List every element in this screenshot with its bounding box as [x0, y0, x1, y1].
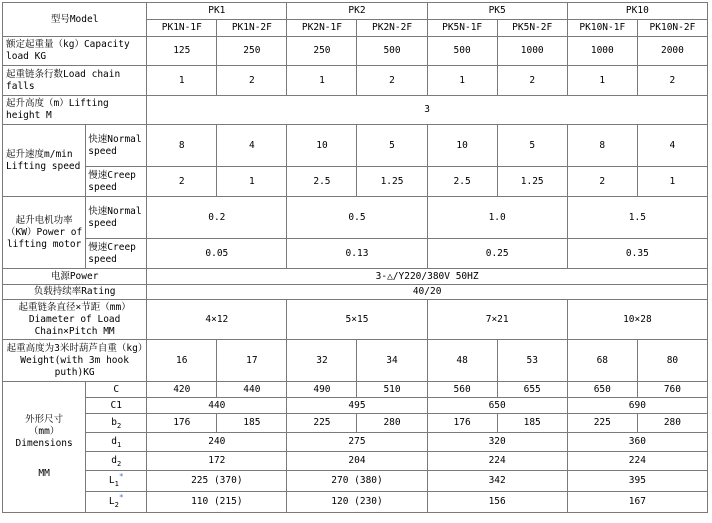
model-cell: PK2N-2F — [357, 20, 427, 37]
dim-name-letter: L — [108, 475, 115, 486]
chain-falls-cell: 1 — [427, 66, 497, 96]
dim-cell: 395 — [567, 471, 707, 492]
weight-cell: 32 — [287, 340, 357, 382]
dim-cell: 690 — [567, 398, 707, 414]
chain-diameter-cell: 10×28 — [567, 300, 707, 340]
dim-c1-row — [3, 398, 708, 414]
chain-falls-cell: 2 — [357, 66, 427, 96]
dim-cell: 342 — [427, 471, 567, 492]
dim-name — [86, 452, 147, 471]
capacity-label: 额定起重量（kg）Capacity load KG — [3, 37, 147, 66]
capacity-cell: 250 — [287, 37, 357, 66]
dim-b2-row — [3, 414, 708, 433]
dim-cell: 224 — [427, 452, 567, 471]
header-group-row — [3, 3, 708, 20]
chain-diameter-cell: 7×21 — [427, 300, 567, 340]
dim-cell: 176 — [427, 414, 497, 433]
model-cell: PK5N-1F — [427, 20, 497, 37]
speed-cell: 1 — [217, 167, 287, 197]
power-cell: 1.5 — [567, 197, 707, 239]
spec-table — [2, 2, 708, 513]
weight-cell: 53 — [497, 340, 567, 382]
dim-cell: 420 — [147, 382, 217, 398]
dim-l1-row — [3, 471, 708, 492]
dim-name-letter: L — [108, 496, 115, 507]
rating-value: 40/20 — [147, 285, 708, 300]
dim-cell: 110 (215) — [147, 492, 287, 513]
chain-falls-label: 起重链条行数Load chain falls — [3, 66, 147, 96]
power-cell: 0.25 — [427, 239, 567, 269]
group-pk1: PK1 — [147, 3, 287, 20]
weight-cell: 68 — [567, 340, 637, 382]
power-cell: 0.13 — [287, 239, 427, 269]
model-cell: PK5N-2F — [497, 20, 567, 37]
motor-power-normal-row — [3, 197, 708, 239]
group-pk2: PK2 — [287, 3, 427, 20]
model-cell: PK10N-1F — [567, 20, 637, 37]
group-pk10: PK10 — [567, 3, 707, 20]
capacity-cell: 500 — [357, 37, 427, 66]
speed-cell: 2 — [567, 167, 637, 197]
capacity-cell: 1000 — [567, 37, 637, 66]
rating-row — [3, 285, 708, 300]
power-cell: 0.05 — [147, 239, 287, 269]
power-supply-value: 3-△/Y220/380V 50HZ — [147, 269, 708, 285]
dim-cell: 655 — [497, 382, 567, 398]
dim-name-letter: d — [111, 455, 118, 466]
dim-name-sub: 1 — [114, 479, 119, 488]
speed-cell: 4 — [637, 125, 707, 167]
chain-falls-row — [3, 66, 708, 96]
lifting-speed-creep-row — [3, 167, 708, 197]
chain-diameter-row — [3, 300, 708, 340]
model-cell: PK1N-2F — [217, 20, 287, 37]
dim-cell: 204 — [287, 452, 427, 471]
chain-falls-cell: 2 — [497, 66, 567, 96]
model-label: 型号Model — [3, 3, 147, 37]
capacity-cell: 250 — [217, 37, 287, 66]
dim-cell: 440 — [147, 398, 287, 414]
model-cell: PK1N-1F — [147, 20, 217, 37]
dim-name-letter: b — [111, 417, 118, 428]
speed-cell: 1 — [637, 167, 707, 197]
chain-falls-cell: 1 — [147, 66, 217, 96]
dim-cell: 280 — [637, 414, 707, 433]
dim-name-sub: 2 — [114, 500, 119, 509]
dim-cell: 650 — [427, 398, 567, 414]
group-pk5: PK5 — [427, 3, 567, 20]
power-cell: 1.0 — [427, 197, 567, 239]
dim-cell: 176 — [147, 414, 217, 433]
dim-cell: 225 — [287, 414, 357, 433]
speed-cell: 5 — [357, 125, 427, 167]
dim-name-letter: d — [111, 436, 118, 447]
weight-label: 起重高度为3米时葫芦自重（kg）Weight(with 3m hook puth)KG — [3, 340, 147, 382]
speed-cell: 1.25 — [357, 167, 427, 197]
dim-name — [86, 471, 147, 492]
dim-cell: 225 — [567, 414, 637, 433]
power-cell: 0.5 — [287, 197, 427, 239]
weight-cell: 16 — [147, 340, 217, 382]
creep-speed-label: 慢速Creep speed — [86, 239, 147, 269]
rating-label: 负载持续率Rating — [3, 285, 147, 300]
dim-name-sub: 2 — [117, 421, 122, 430]
lifting-speed-normal-row — [3, 125, 708, 167]
dim-d1-row — [3, 433, 708, 452]
dim-cell: 240 — [147, 433, 287, 452]
creep-speed-label: 慢速Creep speed — [86, 167, 147, 197]
weight-row — [3, 340, 708, 382]
capacity-cell: 1000 — [497, 37, 567, 66]
dim-cell: 760 — [637, 382, 707, 398]
lifting-speed-label: 起升速度m/min Lifting speed — [3, 125, 86, 197]
dim-cell: 495 — [287, 398, 427, 414]
lifting-height-row — [3, 96, 708, 125]
dim-c-row — [3, 382, 708, 398]
dim-name-star: * — [118, 471, 124, 481]
dim-name — [86, 414, 147, 433]
motor-power-label: 起升电机功率（KW）Power of lifting motor — [3, 197, 86, 269]
speed-cell: 1.25 — [497, 167, 567, 197]
dim-cell: 225 (370) — [147, 471, 287, 492]
dim-name: C1 — [86, 398, 147, 414]
lifting-height-value: 3 — [147, 96, 708, 125]
dim-l2-row — [3, 492, 708, 513]
model-cell: PK2N-1F — [287, 20, 357, 37]
model-cell: PK10N-2F — [637, 20, 707, 37]
dimensions-label-en: Dimensions — [15, 438, 73, 449]
chain-falls-cell: 1 — [287, 66, 357, 96]
dim-cell: 224 — [567, 452, 707, 471]
power-supply-label: 电源Power — [3, 269, 147, 285]
capacity-row — [3, 37, 708, 66]
dim-cell: 650 — [567, 382, 637, 398]
speed-cell: 8 — [147, 125, 217, 167]
weight-cell: 17 — [217, 340, 287, 382]
normal-speed-label: 快速Normal speed — [86, 125, 147, 167]
dim-name-sub: 2 — [117, 459, 122, 468]
speed-cell: 2.5 — [287, 167, 357, 197]
dim-name-sub: 1 — [117, 440, 122, 449]
speed-cell: 8 — [567, 125, 637, 167]
dim-cell: 156 — [427, 492, 567, 513]
speed-cell: 2.5 — [427, 167, 497, 197]
dim-cell: 120 (230) — [287, 492, 427, 513]
weight-cell: 48 — [427, 340, 497, 382]
normal-speed-label: 快速Normal speed — [86, 197, 147, 239]
dim-cell: 270 (380) — [287, 471, 427, 492]
dimensions-label — [3, 382, 86, 513]
dim-cell: 185 — [497, 414, 567, 433]
dim-cell: 185 — [217, 414, 287, 433]
dim-cell: 275 — [287, 433, 427, 452]
power-cell: 0.2 — [147, 197, 287, 239]
weight-cell: 34 — [357, 340, 427, 382]
lifting-height-label: 起升高度（m）Lifting height M — [3, 96, 147, 125]
dimensions-label-cn: 外形尺寸 — [25, 414, 64, 425]
dim-cell: 320 — [427, 433, 567, 452]
chain-diameter-cell: 4×12 — [147, 300, 287, 340]
dim-cell: 490 — [287, 382, 357, 398]
dim-name-star: * — [118, 492, 124, 502]
dim-name — [86, 492, 147, 513]
chain-diameter-label: 起重链条直径×节距（mm）Diameter of Load Chain×Pitch MM — [3, 300, 147, 340]
speed-cell: 4 — [217, 125, 287, 167]
dim-d2-row — [3, 452, 708, 471]
dimensions-label-unit: （mm） — [28, 426, 60, 437]
dim-cell: 280 — [357, 414, 427, 433]
motor-power-creep-row — [3, 239, 708, 269]
chain-falls-cell: 1 — [567, 66, 637, 96]
speed-cell: 5 — [497, 125, 567, 167]
power-supply-row — [3, 269, 708, 285]
dim-cell: 510 — [357, 382, 427, 398]
capacity-cell: 125 — [147, 37, 217, 66]
capacity-cell: 500 — [427, 37, 497, 66]
speed-cell: 10 — [287, 125, 357, 167]
dim-name — [86, 433, 147, 452]
dim-name: C — [86, 382, 147, 398]
dim-cell: 360 — [567, 433, 707, 452]
dim-cell: 560 — [427, 382, 497, 398]
dimensions-label-mm: MM — [38, 468, 50, 479]
speed-cell: 2 — [147, 167, 217, 197]
dim-cell: 440 — [217, 382, 287, 398]
chain-diameter-cell: 5×15 — [287, 300, 427, 340]
dim-cell: 172 — [147, 452, 287, 471]
power-cell: 0.35 — [567, 239, 707, 269]
speed-cell: 10 — [427, 125, 497, 167]
capacity-cell: 2000 — [637, 37, 707, 66]
chain-falls-cell: 2 — [217, 66, 287, 96]
chain-falls-cell: 2 — [637, 66, 707, 96]
dim-cell: 167 — [567, 492, 707, 513]
weight-cell: 80 — [637, 340, 707, 382]
